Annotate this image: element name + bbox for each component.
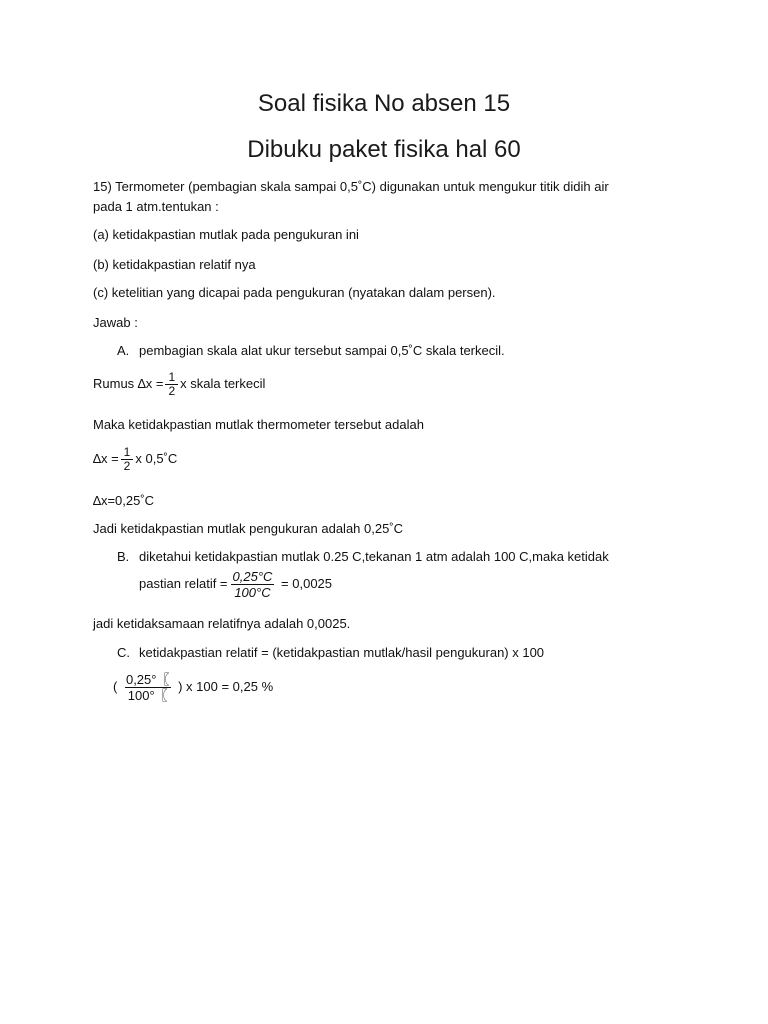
part-b-denominator: 100°C: [231, 584, 273, 600]
calc-fraction: [121, 446, 134, 473]
calc-line: [93, 446, 177, 473]
rumus-prefix: Rumus ∆x =: [93, 375, 164, 391]
part-c-text: ketidakpastian relatif = (ketidakpastian mutlak/hasil pengukuran) x 100: [139, 645, 545, 660]
rumus-denominator: 2: [165, 384, 178, 398]
part-b-line: [117, 549, 609, 565]
part-b-text: diketahui ketidakpastian mutlak 0.25 C,tekanan 1 atm adalah 100 C,maka ketidak: [139, 549, 609, 564]
rumus-suffix: x skala terkecil: [180, 375, 266, 391]
jadi-b-line: jadi ketidaksamaan relatifnya adalah 0,0025.: [93, 616, 351, 631]
calc-numerator: 1: [123, 445, 131, 459]
part-a-marker: A.: [117, 343, 130, 358]
rumus-fraction: [165, 371, 178, 398]
jadi-a-line: Jadi ketidakpastian mutlak pengukuran adalah 0,25˚C: [93, 521, 404, 536]
question-line-1: 15) Termometer (pembagian skala sampai 0,5˚C) digunakan untuk mengukur titik didih air: [93, 179, 609, 194]
part-b-marker: B.: [117, 549, 130, 564]
rumus-numerator: 1: [168, 370, 176, 384]
part-c-open: (: [113, 678, 118, 694]
result-line: ∆x=0,25˚C: [93, 493, 155, 508]
part-b-suffix: = 0,0025: [281, 575, 333, 591]
question-a: (a) ketidakpastian mutlak pada pengukuran ini: [93, 227, 359, 242]
rumus-line: [93, 371, 265, 398]
part-a-text: pembagian skala alat ukur tersebut sampai 0,5˚C skala terkecil.: [139, 343, 505, 358]
part-b-formula: [139, 569, 332, 600]
part-b-numerator: 0,25°C: [232, 569, 273, 584]
part-a-line: [117, 343, 505, 359]
part-b-fraction: [230, 569, 276, 600]
part-c-line: [117, 645, 544, 661]
calc-suffix: x 0,5˚C: [135, 450, 178, 466]
title-sub: Dibuku paket fisika hal 60: [247, 136, 521, 163]
jawab-label: Jawab :: [93, 315, 138, 330]
question-c: (c) ketelitian yang dicapai pada pengukuran (nyatakan dalam persen).: [93, 285, 496, 300]
part-b-prefix: pastian relatif =: [139, 575, 228, 591]
part-c-suffix: ) x 100 = 0,25 %: [178, 678, 274, 694]
title-main: Soal fisika No absen 15: [257, 90, 511, 117]
question-line-2: pada 1 atm.tentukan :: [93, 199, 219, 214]
part-c-marker: C.: [117, 645, 130, 660]
part-c-denominator: 100°〖: [125, 687, 171, 703]
part-c-numerator: 0,25°〖: [125, 672, 170, 687]
part-c-formula: [113, 672, 273, 703]
maka-line: Maka ketidakpastian mutlak thermometer tersebut adalah: [93, 417, 424, 432]
calc-prefix: ∆x =: [93, 450, 119, 466]
calc-denominator: 2: [121, 459, 134, 473]
part-c-fraction: [123, 672, 173, 703]
question-b: (b) ketidakpastian relatif nya: [93, 257, 256, 272]
